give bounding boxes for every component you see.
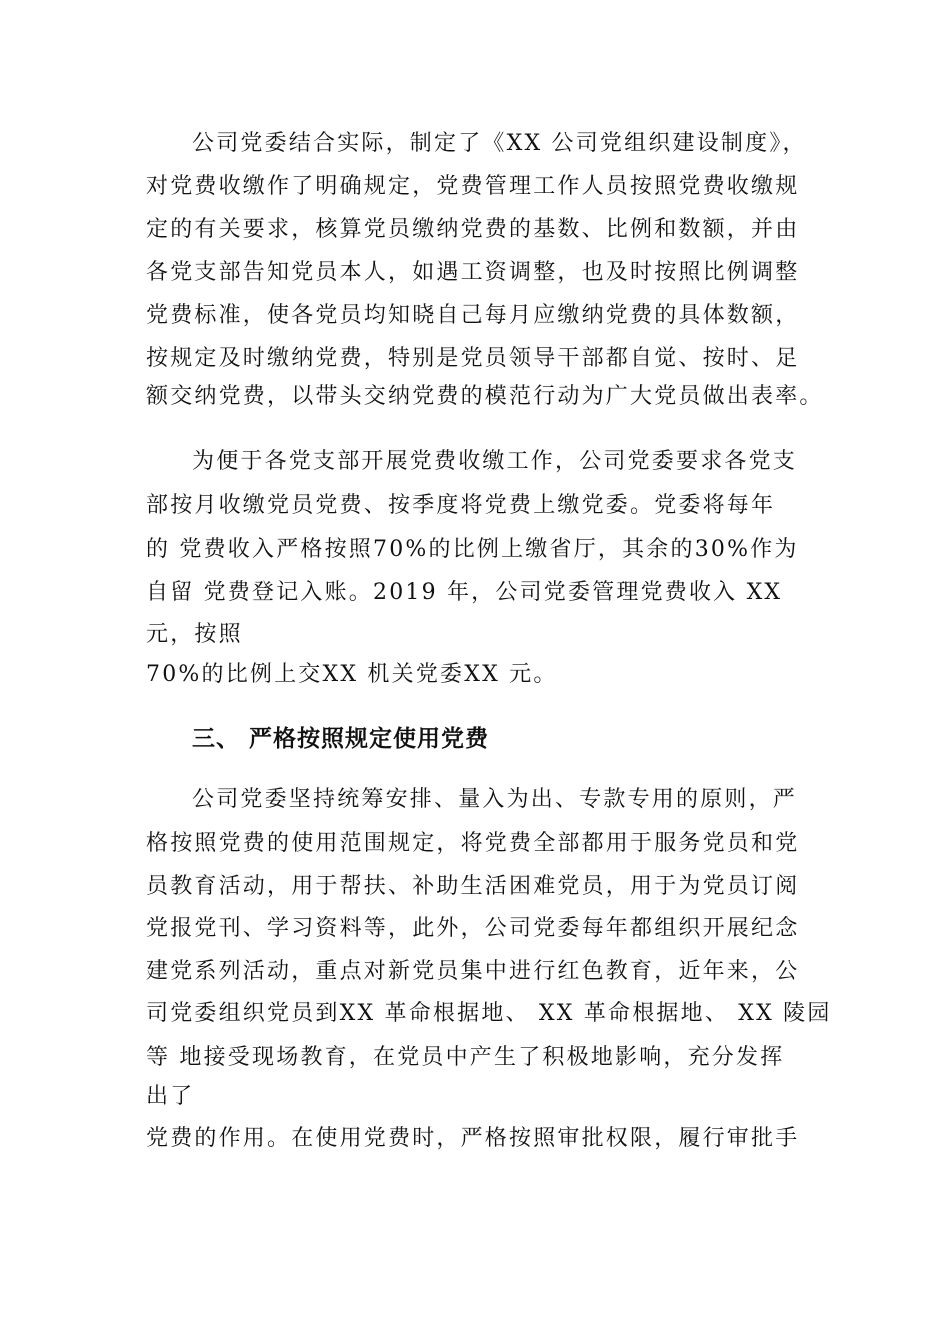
paragraph-1-line-2: 对党费收缴作了明确规定，党费管理工作人员按照党费收缴规 [146,174,800,199]
paragraph-2-line-4: 自留 党费登记入账。2019 年，公司党委管理党费收入 XX [146,580,783,605]
paragraph-3-line-7: 等 地接受现场教育，在党员中产生了积极地影响，充分发挥 [146,1045,785,1070]
paragraph-3-line-5: 建党系列活动，重点对新党员集中进行红色教育，近年来，公 [146,959,800,984]
paragraph-2-line-1: 为便于各党支部开展党费收缴工作，公司党委要求各党支 [192,449,798,474]
paragraph-3-line-8: 出了 [146,1084,195,1109]
paragraph-3-line-6: 司党委组织党员到XX 革命根据地、 XX 革命根据地、 XX 陵园 [146,1001,832,1026]
paragraph-1-line-1: 公司党委结合实际，制定了《XX 公司党组织建设制度》， [192,131,807,156]
paragraph-3-line-3: 员教育活动，用于帮扶、补助生活困难党员，用于为党员订阅 [146,874,800,899]
section-heading: 三、 严格按照规定使用党费 [192,726,490,752]
paragraph-1-line-7: 额交纳党费，以带头交纳党费的模范行动为广大党员做出表率。 [146,384,824,409]
paragraph-1-line-6: 按规定及时缴纳党费，特别是党员领导干部都自觉、按时、足 [146,346,800,371]
paragraph-1-line-3: 定的有关要求，核算党员缴纳党费的基数、比例和数额，并由 [146,217,800,242]
paragraph-2-line-2: 部按月收缴党员党费、按季度将党费上缴党委。党委将每年 [146,493,776,518]
paragraph-3-line-4: 党报党刊、学习资料等，此外，公司党委每年都组织开展纪念 [146,916,800,941]
paragraph-2-line-6: 70%的比例上交XX 机关党委XX 元。 [146,662,558,687]
paragraph-1-line-5: 党费标准，使各党员均知晓自己每月应缴纳党费的具体数额， [146,303,800,328]
paragraph-3-line-9: 党费的作用。在使用党费时，严格按照审批权限，履行审批手 [146,1126,800,1151]
paragraph-2-line-5: 元，按照 [146,622,243,647]
paragraph-1-line-4: 各党支部告知党员本人，如遇工资调整，也及时按照比例调整 [146,260,800,285]
paragraph-2-line-3: 的 党费收入严格按照70%的比例上缴省厅，其余的30%作为 [146,537,799,562]
paragraph-3-line-1: 公司党委坚持统筹安排、量入为出、专款专用的原则，严 [192,787,798,812]
paragraph-3-line-2: 格按照党费的使用范围规定，将党费全部都用于服务党员和党 [146,831,800,856]
